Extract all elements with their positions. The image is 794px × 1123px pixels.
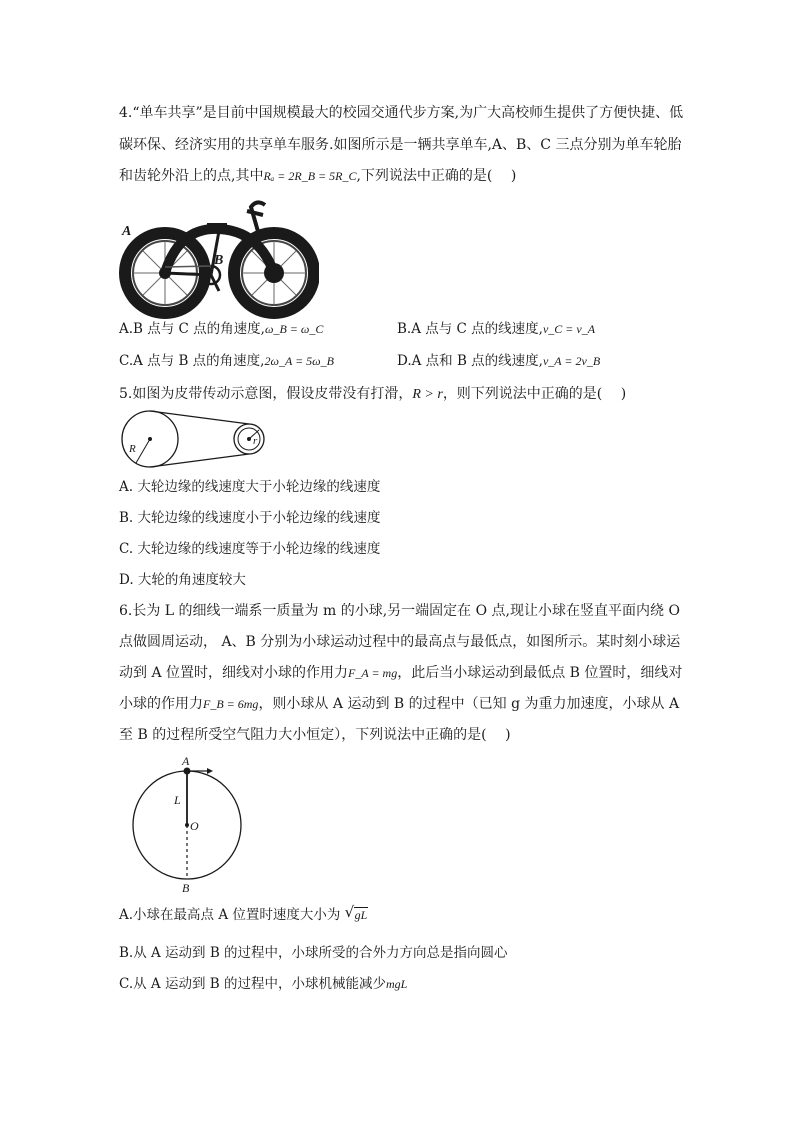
q6-option-c[interactable]: C.从 A 运动到 B 的过程中，小球机械能减少mgL — [119, 976, 408, 992]
belt-bottom — [150, 454, 249, 467]
label-l: L — [174, 793, 181, 807]
q5-radius-relation: R > r — [412, 387, 443, 402]
q4-option-c[interactable]: C.A 点与 B 点的角速度,2ω_A = 5ω_B — [119, 353, 334, 369]
label-a: A — [122, 224, 132, 239]
q6-stem-line-4: 小球的作用力F_B = 6mg，则小球从 A 运动到 B 的过程中（已知 g 为重力加速度，小球从 A — [119, 696, 680, 712]
q4-stem-line-3 — [119, 166, 516, 186]
label-small-r: r — [253, 435, 258, 447]
center-o — [185, 823, 189, 827]
belt-drive-figure — [119, 408, 269, 472]
label-c: C — [137, 276, 147, 291]
q6-stem-line-5: 至 B 的过程所受空气阻力大小恒定），下列说法中正确的是( ) — [119, 727, 511, 743]
label-b: B — [214, 253, 224, 268]
q4-stem-line-3-end: ,下列说法中正确的是( ) — [356, 168, 517, 184]
q4-stem-line-3-text: 和齿轮外沿上的点,其中 — [119, 168, 264, 184]
q6-option-b[interactable]: B.从 A 运动到 B 的过程中，小球所受的合外力方向总是指向圆心 — [119, 945, 508, 961]
q4-radius-relation: Rₐ = 2R_B = 5R_C — [263, 169, 357, 183]
q5-option-b[interactable]: B. 大轮边缘的线速度小于小轮边缘的线速度 — [119, 510, 381, 526]
label-b: B — [182, 881, 190, 895]
sqrt-expression: √ gL — [345, 905, 369, 925]
belt-top — [150, 411, 249, 424]
q4-stem-line-1: 4.“单车共享”是目前中国规模最大的校园交通代步方案,为广大高校师生提供了方便快捷、低 — [119, 105, 684, 121]
q6-stem-line-2: 点做圆周运动， A、B 分别为小球运动过程中的最高点与最低点，如图所示。某时刻小球运 — [119, 634, 681, 650]
q5-option-c[interactable]: C. 大轮边缘的线速度等于小轮边缘的线速度 — [119, 541, 381, 557]
q5-stem: 5.如图为皮带传动示意图，假设皮带没有打滑，R > r，则下列说法中正确的是( ) — [119, 386, 627, 402]
label-o: O — [190, 819, 199, 833]
q4-option-d[interactable]: D.A 点和 B 点的线速度,v_A = 2v_B — [397, 353, 601, 369]
q5-option-a[interactable]: A. 大轮边缘的线速度大于小轮边缘的线速度 — [119, 479, 381, 495]
label-a: A — [182, 754, 190, 768]
q6-stem-line-3: 动到 A 位置时，细线对小球的作用力F_A = mg，此后当小球运动到最低点 B 位置时，细线对 — [119, 665, 683, 681]
big-radius — [136, 439, 150, 463]
label-big-r: R — [129, 443, 136, 455]
q4-option-b[interactable]: B.A 点与 C 点的线速度,v_C = v_A — [397, 321, 596, 337]
bicycle-figure — [119, 195, 319, 320]
q6-stem-line-1: 6.长为 L 的细线一端系一质量为 m 的小球,另一端固定在 O 点,现让小球在竖直平面内绕 O — [119, 603, 680, 619]
q4-stem-line-2: 碳环保、经济实用的共享单车服务.如图所示是一辆共享单车,A、B、C 三点分别为单车轮胎 — [119, 137, 682, 153]
q4-option-a[interactable]: A.B 点与 C 点的角速度,ω_B = ω_C — [119, 321, 324, 337]
velocity-arrowhead — [207, 768, 213, 774]
q6-force-b: F_B = 6mg — [203, 697, 259, 711]
q6-option-a[interactable]: A.小球在最高点 A 位置时速度大小为 √ gL — [119, 905, 368, 925]
q6-force-a: F_A = mg — [348, 666, 398, 680]
chain — [165, 266, 211, 267]
circular-motion-figure — [125, 752, 250, 897]
q5-option-d[interactable]: D. 大轮的角速度较大 — [119, 572, 246, 588]
